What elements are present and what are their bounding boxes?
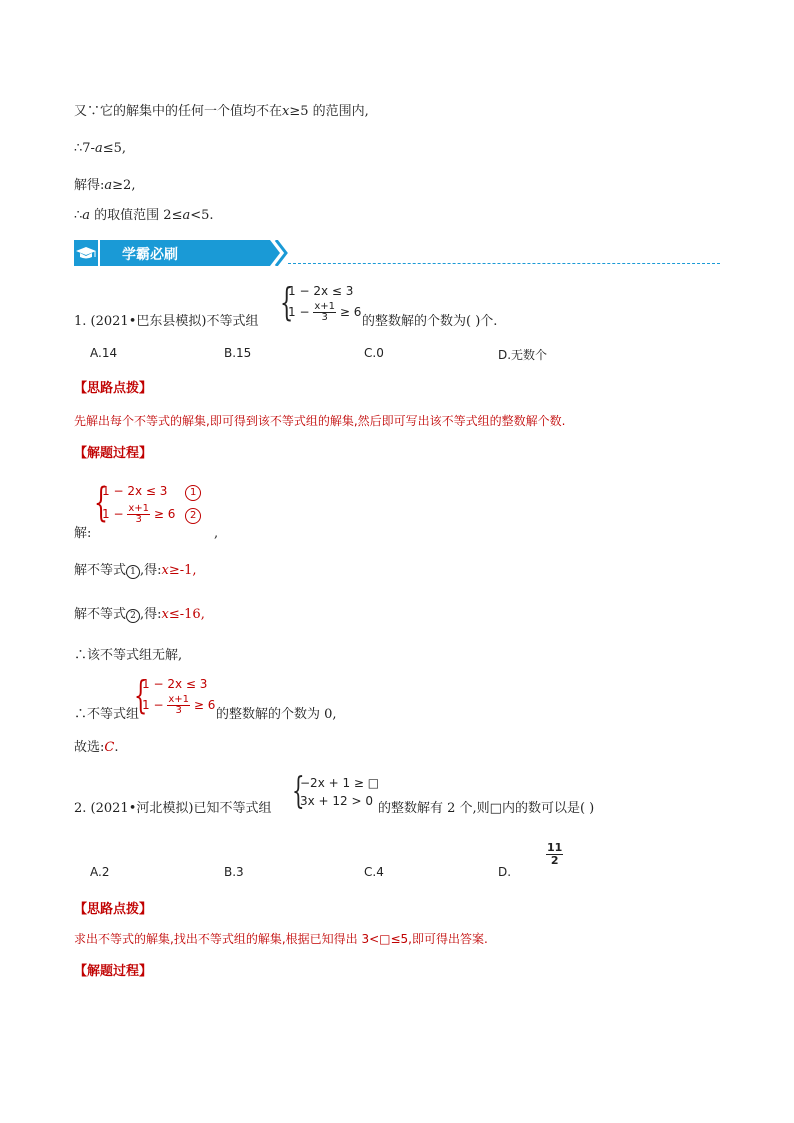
question-number: 2. [74, 801, 87, 816]
system-line-2 [102, 504, 201, 525]
expr-text: 1 − [102, 507, 124, 521]
q1-solve-label: 解: [74, 526, 92, 541]
q1-solution-system [94, 482, 224, 530]
intro-text: ≥2, [112, 178, 136, 193]
system-line-2 [288, 302, 361, 323]
q1-step-4-post: 的整数解的个数为 0, [216, 707, 337, 722]
q2-hint-label: 【思路点拨】 [74, 901, 153, 916]
answer-label: 故选: [74, 740, 105, 755]
step-text: 解不等式 [74, 563, 127, 578]
expr-text: 1 − [288, 305, 310, 319]
q2-option-a: A.2 [90, 865, 110, 879]
q1-option-a: A.14 [90, 346, 118, 360]
intro-text: ∴7- [74, 141, 95, 156]
var-a: a [104, 178, 113, 193]
intro-text: ∴ [74, 208, 83, 223]
intro-text: 又∵它的解集中的任何一个值均不在 [74, 104, 283, 119]
q1-step-4-pre: ∴不等式组 [74, 707, 140, 722]
fraction [127, 504, 150, 525]
system-line-1: 1 − 2x ≤ 3 [142, 677, 208, 691]
expr-text: ≥ 6 [193, 698, 216, 712]
var-x: x [161, 607, 169, 622]
q2-process-label: 【解题过程】 [74, 963, 153, 978]
q1-stem [74, 313, 258, 331]
circled-number: 2 [126, 609, 140, 623]
answer-choice: C [104, 740, 115, 755]
intro-line-4 [74, 207, 214, 225]
circled-number: 2 [185, 508, 201, 524]
banner-dashed-rule [288, 263, 720, 264]
system-line-1: 1 − 2x ≤ 3 [288, 284, 354, 298]
fraction [546, 842, 563, 867]
circled-number: 1 [126, 565, 140, 579]
denominator: 2 [550, 854, 559, 867]
q2-option-d: D. [498, 865, 512, 879]
question-source: (2021•巴东县模拟) [90, 314, 207, 329]
numerator: x+1 [128, 503, 150, 514]
q1-step-1 [74, 562, 197, 580]
expr-text: ≥ 6 [153, 507, 176, 521]
brace: { [280, 280, 294, 324]
fraction [313, 302, 336, 323]
section-banner [74, 238, 720, 268]
var-a: a [94, 141, 103, 156]
q2-option-b: B.3 [224, 865, 244, 879]
step-result: ≥-1, [168, 563, 197, 578]
banner-icon-box [74, 240, 98, 266]
expr-text: ≥ 6 [339, 305, 362, 319]
circled-number: 1 [185, 485, 201, 501]
step-text: 解不等式 [74, 607, 127, 622]
graduation-cap-icon [74, 240, 98, 266]
system-line-2 [142, 695, 215, 716]
q1-step-3: ∴该不等式组无解, [74, 648, 183, 663]
intro-text: 的取值范围 2≤ [90, 208, 183, 223]
step-text: ,得: [140, 607, 162, 622]
intro-line-1 [74, 103, 369, 121]
banner-title: 学霸必刷 [122, 247, 178, 263]
numerator: 11 [547, 841, 563, 854]
step-result: ≤-16, [168, 607, 205, 622]
var-x: x [161, 563, 169, 578]
expr-text: 1 − 2x ≤ 3 [102, 484, 168, 498]
q2-inequality-system [292, 771, 382, 814]
q1-solve-comma: , [214, 526, 219, 541]
question-number: 1. [74, 314, 87, 329]
q2-stem [74, 800, 271, 818]
intro-line-2 [74, 140, 126, 158]
q1-answer [74, 739, 118, 757]
q1-option-b: B.15 [224, 346, 252, 360]
system-line-2: 3x + 12 > 0 [300, 794, 374, 808]
q1-process-label: 【解题过程】 [74, 445, 153, 460]
q2-hint-text: 求出不等式的解集,找出不等式组的解集,根据已知得出 3<□≤5,即可得出答案. [74, 932, 488, 946]
var-a: a [82, 208, 91, 223]
q2-option-d-fraction [546, 842, 563, 867]
numerator: x+1 [314, 301, 336, 312]
intro-text: 解得: [74, 178, 105, 193]
brace: { [292, 771, 305, 812]
q1-option-c: C.0 [364, 346, 384, 360]
q2-option-c: C.4 [364, 865, 384, 879]
question-text: 已知不等式组 [193, 801, 272, 816]
q1-hint-text: 先解出每个不等式的解集,即可得到该不等式组的解集,然后即可写出该不等式组的整数解个数. [74, 414, 566, 428]
intro-line-3 [74, 177, 135, 195]
intro-text: ≤5, [102, 141, 126, 156]
denominator: 3 [175, 705, 182, 716]
q1-step-2 [74, 606, 205, 624]
system-line-1: −2x + 1 ≥ □ [300, 776, 380, 790]
intro-text: ≥5 的范围内, [289, 104, 369, 119]
fraction [167, 695, 190, 716]
numerator: x+1 [168, 694, 190, 705]
answer-punct: . [114, 740, 119, 755]
question-text: 不等式组 [206, 314, 259, 329]
q1-option-d: D.无数个 [498, 348, 548, 362]
q1-conclusion-system [134, 675, 224, 719]
denominator: 3 [135, 514, 142, 525]
q1-stem-tail: 的整数解的个数为( )个. [362, 314, 498, 329]
expr-text: 1 − [142, 698, 164, 712]
q1-hint-label: 【思路点拨】 [74, 380, 153, 395]
var-x: x [282, 104, 290, 119]
q1-inequality-system [280, 282, 370, 326]
var-a: a [182, 208, 191, 223]
question-source: (2021•河北模拟) [90, 801, 194, 816]
brace: { [134, 673, 148, 717]
q2-stem-tail: 的整数解有 2 个,则□内的数可以是( ) [378, 801, 595, 816]
system-line-1 [102, 484, 201, 501]
denominator: 3 [321, 312, 328, 323]
intro-text: <5. [190, 208, 214, 223]
brace: { [94, 480, 108, 526]
step-text: ,得: [140, 563, 162, 578]
